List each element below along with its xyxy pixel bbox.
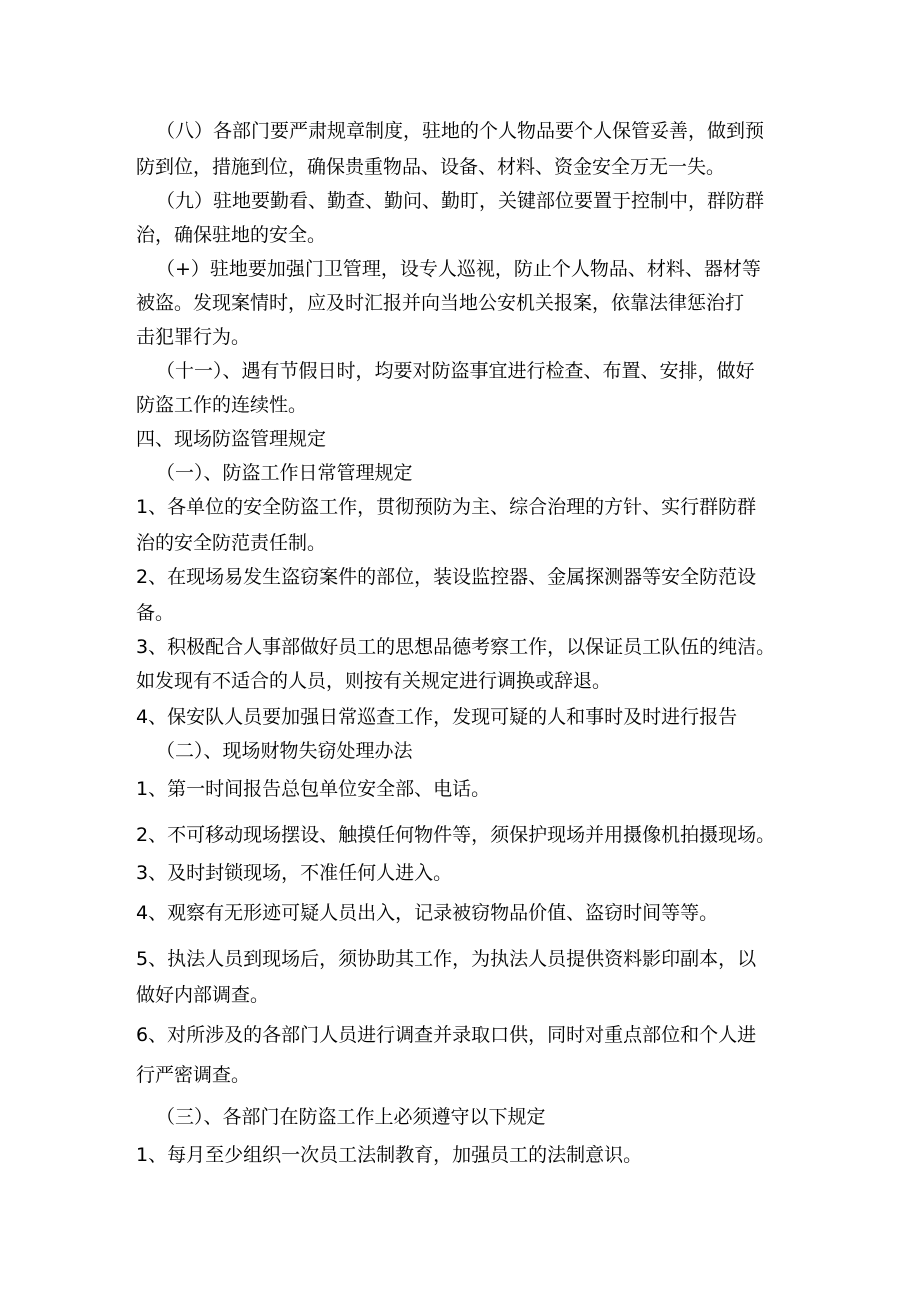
- paragraph-line: （八）各部门要严肃规章制度，驻地的个人物品要个人保管妥善，做到预: [156, 120, 765, 142]
- paragraph-line: 治，确保驻地的安全。: [136, 224, 327, 246]
- paragraph-line: （十一）、遇有节假日时，均要对防盗事宜进行检查、布置、安排，做好: [156, 360, 755, 382]
- paragraph-line: 治的安全防范责任制。: [136, 532, 327, 554]
- paragraph-line: （+）驻地要加强门卫管理，设专人巡视，防止个人物品、材料、器材等: [156, 258, 761, 280]
- paragraph-line: 防到位，措施到位，确保贵重物品、设备、材料、资金安全万无一失。: [136, 156, 726, 178]
- paragraph-line: 击犯罪行为。: [136, 326, 251, 348]
- subsection-heading: （一）、防盗工作日常管理规定: [156, 462, 413, 484]
- paragraph-line: 被盗。发现案情时，应及时汇报并向当地公安机关报案，依靠法律惩治打: [136, 292, 745, 314]
- paragraph-line: 3、积极配合人事部做好员工的思想品德考察工作，以保证员工队伍的纯洁。: [136, 636, 776, 658]
- paragraph-line: 1、各单位的安全防盗工作，贯彻预防为主、综合治理的方针、实行群防群: [136, 496, 757, 518]
- paragraph-line: 1、每月至少组织一次员工法制教育，加强员工的法制意识。: [136, 1144, 643, 1166]
- paragraph-line: 6、对所涉及的各部门人员进行调查并录取口供，同时对重点部位和个人进: [136, 1024, 757, 1046]
- section-heading: 四、现场防盗管理规定: [136, 428, 327, 450]
- paragraph-line: 做好内部调查。: [136, 984, 270, 1006]
- paragraph-line: 5、执法人员到现场后，须协助其工作，为执法人员提供资料影印副本，以: [136, 948, 757, 970]
- paragraph-line: 如发现有不适合的人员，则按有关规定进行调换或辞退。: [136, 670, 612, 692]
- paragraph-line: 防盗工作的连续性。: [136, 394, 308, 416]
- paragraph-line: 2、不可移动现场摆设、触摸任何物件等，须保护现场并用摄像机拍摄现场。: [136, 824, 776, 846]
- paragraph-line: 4、保安队人员要加强日常巡查工作，发现可疑的人和事时及时进行报告: [136, 706, 738, 728]
- subsection-heading: （三）、各部门在防盗工作上必须遵守以下规定: [156, 1106, 546, 1128]
- paragraph-line: 4、观察有无形迹可疑人员出入，记录被窃物品价值、盗窃时间等等。: [136, 902, 719, 924]
- subsection-heading: （二）、现场财物失窃处理办法: [156, 740, 413, 762]
- paragraph-line: 行严密调查。: [136, 1064, 251, 1086]
- paragraph-line: 备。: [136, 602, 175, 624]
- paragraph-line: （九）驻地要勤看、勤查、勤问、勤盯，关键部位要置于控制中，群防群: [156, 190, 765, 212]
- paragraph-line: 3、及时封锁现场，不准任何人进入。: [136, 862, 453, 884]
- paragraph-line: 2、在现场易发生盗窃案件的部位，装设监控器、金属探测器等安全防范设: [136, 566, 757, 588]
- paragraph-line: 1、第一时间报告总包单位安全部、电话。: [136, 778, 491, 800]
